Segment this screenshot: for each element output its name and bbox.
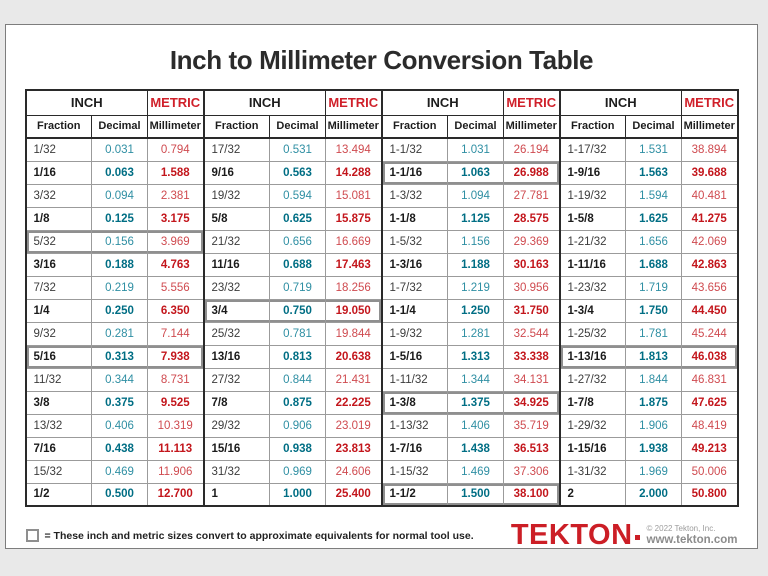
cell-fraction: 1-11/16 bbox=[560, 253, 626, 276]
cell-mm: 45.244 bbox=[682, 322, 738, 345]
cell-decimal: 1.594 bbox=[626, 184, 682, 207]
cell-mm: 15.875 bbox=[326, 207, 382, 230]
cell-mm: 13.494 bbox=[326, 138, 382, 161]
cell-decimal: 1.406 bbox=[448, 414, 504, 437]
cell-mm: 22.225 bbox=[326, 391, 382, 414]
cell-decimal: 1.750 bbox=[626, 299, 682, 322]
cell-mm: 36.513 bbox=[504, 437, 560, 460]
cell-fraction: 7/8 bbox=[204, 391, 270, 414]
cell-fraction: 1-19/32 bbox=[560, 184, 626, 207]
cell-decimal: 0.969 bbox=[270, 460, 326, 483]
cell-decimal: 0.719 bbox=[270, 276, 326, 299]
cell-mm: 48.419 bbox=[682, 414, 738, 437]
cell-decimal: 1.969 bbox=[626, 460, 682, 483]
cell-fraction: 5/16 bbox=[26, 345, 92, 368]
cell-fraction: 7/32 bbox=[26, 276, 92, 299]
cell-mm: 38.100 bbox=[504, 483, 560, 506]
cell-decimal: 1.719 bbox=[626, 276, 682, 299]
table-row bbox=[26, 184, 738, 207]
cell-fraction: 21/32 bbox=[204, 230, 270, 253]
cell-mm: 39.688 bbox=[682, 161, 738, 184]
cell-mm: 41.275 bbox=[682, 207, 738, 230]
cell-fraction: 1-11/32 bbox=[382, 368, 448, 391]
cell-decimal: 1.000 bbox=[270, 483, 326, 506]
cell-fraction: 13/32 bbox=[26, 414, 92, 437]
cell-fraction: 1-1/4 bbox=[382, 299, 448, 322]
cell-mm: 11.906 bbox=[148, 460, 204, 483]
cell-fraction: 1/4 bbox=[26, 299, 92, 322]
brand-meta bbox=[647, 523, 738, 548]
table-row bbox=[26, 322, 738, 345]
cell-fraction: 1-5/8 bbox=[560, 207, 626, 230]
cell-decimal: 0.313 bbox=[92, 345, 148, 368]
cell-fraction: 1-3/16 bbox=[382, 253, 448, 276]
table-row bbox=[26, 483, 738, 506]
cell-fraction: 1-21/32 bbox=[560, 230, 626, 253]
cell-mm: 16.669 bbox=[326, 230, 382, 253]
cell-mm: 21.431 bbox=[326, 368, 382, 391]
cell-fraction: 1-3/32 bbox=[382, 184, 448, 207]
cell-decimal: 0.688 bbox=[270, 253, 326, 276]
cell-mm: 30.163 bbox=[504, 253, 560, 276]
cell-fraction: 1-7/8 bbox=[560, 391, 626, 414]
cell-fraction: 1 bbox=[204, 483, 270, 506]
cell-decimal: 0.750 bbox=[270, 299, 326, 322]
cell-decimal: 0.906 bbox=[270, 414, 326, 437]
cell-fraction: 1-1/8 bbox=[382, 207, 448, 230]
subheader-decimal: Decimal bbox=[92, 115, 148, 138]
cell-decimal: 0.625 bbox=[270, 207, 326, 230]
cell-fraction: 1-7/16 bbox=[382, 437, 448, 460]
cell-mm: 29.369 bbox=[504, 230, 560, 253]
subheader-row bbox=[26, 115, 738, 138]
table-row bbox=[26, 161, 738, 184]
cell-fraction: 9/32 bbox=[26, 322, 92, 345]
cell-fraction: 1-17/32 bbox=[560, 138, 626, 161]
cell-fraction: 11/16 bbox=[204, 253, 270, 276]
cell-decimal: 0.344 bbox=[92, 368, 148, 391]
cell-mm: 11.113 bbox=[148, 437, 204, 460]
conversion-chart-page bbox=[5, 24, 758, 549]
tekton-logo: TEKTON bbox=[510, 519, 633, 551]
cell-mm: 20.638 bbox=[326, 345, 382, 368]
cell-decimal: 1.500 bbox=[448, 483, 504, 506]
cell-fraction: 15/16 bbox=[204, 437, 270, 460]
cell-decimal: 0.250 bbox=[92, 299, 148, 322]
cell-decimal: 1.438 bbox=[448, 437, 504, 460]
cell-mm: 12.700 bbox=[148, 483, 204, 506]
brand-block bbox=[511, 521, 738, 550]
cell-fraction: 1-1/32 bbox=[382, 138, 448, 161]
highlight-box-icon bbox=[26, 529, 39, 542]
cell-decimal: 0.063 bbox=[92, 161, 148, 184]
cell-fraction: 3/4 bbox=[204, 299, 270, 322]
cell-mm: 7.144 bbox=[148, 322, 204, 345]
subheader-decimal: Decimal bbox=[448, 115, 504, 138]
cell-fraction: 1-5/16 bbox=[382, 345, 448, 368]
cell-decimal: 0.125 bbox=[92, 207, 148, 230]
cell-mm: 28.575 bbox=[504, 207, 560, 230]
cell-fraction: 31/32 bbox=[204, 460, 270, 483]
cell-fraction: 1-9/32 bbox=[382, 322, 448, 345]
col-header-metric: METRIC bbox=[504, 90, 560, 115]
cell-decimal: 1.844 bbox=[626, 368, 682, 391]
cell-mm: 50.006 bbox=[682, 460, 738, 483]
cell-mm: 19.844 bbox=[326, 322, 382, 345]
cell-fraction: 27/32 bbox=[204, 368, 270, 391]
table-row bbox=[26, 207, 738, 230]
cell-mm: 3.175 bbox=[148, 207, 204, 230]
cell-decimal: 1.281 bbox=[448, 322, 504, 345]
cell-fraction: 1-1/2 bbox=[382, 483, 448, 506]
cell-decimal: 0.219 bbox=[92, 276, 148, 299]
cell-mm: 1.588 bbox=[148, 161, 204, 184]
cell-fraction: 1-25/32 bbox=[560, 322, 626, 345]
col-header-inch: INCH bbox=[26, 90, 148, 115]
cell-fraction: 1-29/32 bbox=[560, 414, 626, 437]
cell-mm: 14.288 bbox=[326, 161, 382, 184]
subheader-fraction: Fraction bbox=[204, 115, 270, 138]
cell-mm: 9.525 bbox=[148, 391, 204, 414]
cell-decimal: 1.469 bbox=[448, 460, 504, 483]
cell-decimal: 0.500 bbox=[92, 483, 148, 506]
cell-decimal: 1.531 bbox=[626, 138, 682, 161]
cell-mm: 31.750 bbox=[504, 299, 560, 322]
cell-fraction: 1-5/32 bbox=[382, 230, 448, 253]
cell-decimal: 1.344 bbox=[448, 368, 504, 391]
cell-mm: 25.400 bbox=[326, 483, 382, 506]
cell-decimal: 0.563 bbox=[270, 161, 326, 184]
table-row bbox=[26, 299, 738, 322]
cell-decimal: 0.781 bbox=[270, 322, 326, 345]
cell-decimal: 1.063 bbox=[448, 161, 504, 184]
cell-decimal: 1.938 bbox=[626, 437, 682, 460]
cell-mm: 18.256 bbox=[326, 276, 382, 299]
cell-decimal: 1.656 bbox=[626, 230, 682, 253]
cell-fraction: 9/16 bbox=[204, 161, 270, 184]
cell-mm: 32.544 bbox=[504, 322, 560, 345]
page-title: Inch to Millimeter Conversion Table bbox=[169, 45, 594, 75]
cell-decimal: 0.469 bbox=[92, 460, 148, 483]
page-footer bbox=[26, 521, 738, 550]
cell-mm: 6.350 bbox=[148, 299, 204, 322]
subheader-fraction: Fraction bbox=[26, 115, 92, 138]
cell-fraction: 1-1/16 bbox=[382, 161, 448, 184]
cell-mm: 26.988 bbox=[504, 161, 560, 184]
col-header-metric: METRIC bbox=[682, 90, 738, 115]
cell-decimal: 2.000 bbox=[626, 483, 682, 506]
cell-mm: 33.338 bbox=[504, 345, 560, 368]
cell-mm: 37.306 bbox=[504, 460, 560, 483]
cell-decimal: 1.563 bbox=[626, 161, 682, 184]
cell-mm: 27.781 bbox=[504, 184, 560, 207]
cell-mm: 46.831 bbox=[682, 368, 738, 391]
cell-decimal: 1.625 bbox=[626, 207, 682, 230]
cell-mm: 3.969 bbox=[148, 230, 204, 253]
cell-mm: 26.194 bbox=[504, 138, 560, 161]
table-row bbox=[26, 345, 738, 368]
cell-mm: 49.213 bbox=[682, 437, 738, 460]
cell-mm: 17.463 bbox=[326, 253, 382, 276]
table-row bbox=[26, 276, 738, 299]
cell-fraction: 3/8 bbox=[26, 391, 92, 414]
subheader-fraction: Fraction bbox=[560, 115, 626, 138]
cell-fraction: 3/32 bbox=[26, 184, 92, 207]
cell-mm: 0.794 bbox=[148, 138, 204, 161]
subheader-decimal: Decimal bbox=[270, 115, 326, 138]
cell-decimal: 1.125 bbox=[448, 207, 504, 230]
cell-decimal: 0.438 bbox=[92, 437, 148, 460]
cell-decimal: 1.156 bbox=[448, 230, 504, 253]
table-row bbox=[26, 460, 738, 483]
cell-fraction: 1-7/32 bbox=[382, 276, 448, 299]
cell-decimal: 1.781 bbox=[626, 322, 682, 345]
conversion-table-body bbox=[26, 138, 738, 506]
cell-fraction: 11/32 bbox=[26, 368, 92, 391]
cell-fraction: 23/32 bbox=[204, 276, 270, 299]
group-header-row bbox=[26, 90, 738, 115]
cell-mm: 44.450 bbox=[682, 299, 738, 322]
cell-fraction: 7/16 bbox=[26, 437, 92, 460]
cell-mm: 19.050 bbox=[326, 299, 382, 322]
cell-mm: 4.763 bbox=[148, 253, 204, 276]
cell-fraction: 1-3/4 bbox=[560, 299, 626, 322]
cell-decimal: 1.219 bbox=[448, 276, 504, 299]
cell-fraction: 19/32 bbox=[204, 184, 270, 207]
cell-mm: 35.719 bbox=[504, 414, 560, 437]
cell-mm: 47.625 bbox=[682, 391, 738, 414]
col-header-inch: INCH bbox=[382, 90, 504, 115]
cell-fraction: 1/16 bbox=[26, 161, 92, 184]
cell-mm: 7.938 bbox=[148, 345, 204, 368]
cell-decimal: 0.375 bbox=[92, 391, 148, 414]
cell-decimal: 1.188 bbox=[448, 253, 504, 276]
cell-decimal: 1.906 bbox=[626, 414, 682, 437]
cell-decimal: 1.688 bbox=[626, 253, 682, 276]
cell-decimal: 0.188 bbox=[92, 253, 148, 276]
cell-fraction: 1/2 bbox=[26, 483, 92, 506]
cell-fraction: 1-27/32 bbox=[560, 368, 626, 391]
subheader-decimal: Decimal bbox=[626, 115, 682, 138]
cell-decimal: 1.375 bbox=[448, 391, 504, 414]
cell-decimal: 1.094 bbox=[448, 184, 504, 207]
cell-decimal: 0.844 bbox=[270, 368, 326, 391]
legend-text: = These inch and metric sizes convert to approximate equivalents for normal tool use. bbox=[44, 529, 474, 542]
cell-fraction: 1/32 bbox=[26, 138, 92, 161]
subheader-millimeter: Millimeter bbox=[148, 115, 204, 138]
cell-fraction: 1-15/32 bbox=[382, 460, 448, 483]
cell-mm: 30.956 bbox=[504, 276, 560, 299]
cell-fraction: 1-15/16 bbox=[560, 437, 626, 460]
col-header-inch: INCH bbox=[560, 90, 682, 115]
cell-fraction: 1-23/32 bbox=[560, 276, 626, 299]
cell-mm: 38.894 bbox=[682, 138, 738, 161]
cell-mm: 10.319 bbox=[148, 414, 204, 437]
cell-mm: 34.925 bbox=[504, 391, 560, 414]
cell-fraction: 5/32 bbox=[26, 230, 92, 253]
table-row bbox=[26, 368, 738, 391]
cell-decimal: 0.875 bbox=[270, 391, 326, 414]
cell-fraction: 15/32 bbox=[26, 460, 92, 483]
subheader-millimeter: Millimeter bbox=[682, 115, 738, 138]
table-row bbox=[26, 391, 738, 414]
cell-decimal: 1.313 bbox=[448, 345, 504, 368]
table-row bbox=[26, 437, 738, 460]
cell-decimal: 1.813 bbox=[626, 345, 682, 368]
cell-fraction: 1-9/16 bbox=[560, 161, 626, 184]
cell-fraction: 3/16 bbox=[26, 253, 92, 276]
website-text: www.tekton.com bbox=[646, 534, 738, 547]
cell-mm: 46.038 bbox=[682, 345, 738, 368]
cell-decimal: 1.875 bbox=[626, 391, 682, 414]
cell-fraction: 1-13/32 bbox=[382, 414, 448, 437]
cell-fraction: 1/8 bbox=[26, 207, 92, 230]
table-row bbox=[26, 253, 738, 276]
table-row bbox=[26, 414, 738, 437]
table-header bbox=[26, 90, 738, 138]
col-header-metric: METRIC bbox=[326, 90, 382, 115]
cell-mm: 24.606 bbox=[326, 460, 382, 483]
table-row bbox=[26, 138, 738, 161]
cell-mm: 42.863 bbox=[682, 253, 738, 276]
col-header-inch: INCH bbox=[204, 90, 326, 115]
cell-mm: 42.069 bbox=[682, 230, 738, 253]
cell-fraction: 13/16 bbox=[204, 345, 270, 368]
cell-fraction: 25/32 bbox=[204, 322, 270, 345]
cell-mm: 43.656 bbox=[682, 276, 738, 299]
conversion-table bbox=[25, 89, 739, 507]
cell-decimal: 0.406 bbox=[92, 414, 148, 437]
cell-mm: 23.019 bbox=[326, 414, 382, 437]
cell-fraction: 1-3/8 bbox=[382, 391, 448, 414]
cell-fraction: 29/32 bbox=[204, 414, 270, 437]
col-header-metric: METRIC bbox=[148, 90, 204, 115]
cell-decimal: 0.938 bbox=[270, 437, 326, 460]
cell-decimal: 0.156 bbox=[92, 230, 148, 253]
legend bbox=[26, 529, 474, 542]
copyright-text: © 2022 Tekton, Inc. bbox=[646, 524, 716, 533]
cell-decimal: 0.531 bbox=[270, 138, 326, 161]
cell-decimal: 0.094 bbox=[92, 184, 148, 207]
cell-decimal: 0.813 bbox=[270, 345, 326, 368]
cell-mm: 8.731 bbox=[148, 368, 204, 391]
cell-decimal: 0.594 bbox=[270, 184, 326, 207]
cell-fraction: 1-31/32 bbox=[560, 460, 626, 483]
cell-mm: 23.813 bbox=[326, 437, 382, 460]
cell-mm: 5.556 bbox=[148, 276, 204, 299]
subheader-fraction: Fraction bbox=[382, 115, 448, 138]
logo-dot-icon bbox=[635, 535, 640, 540]
cell-mm: 2.381 bbox=[148, 184, 204, 207]
cell-decimal: 0.656 bbox=[270, 230, 326, 253]
cell-decimal: 0.031 bbox=[92, 138, 148, 161]
cell-decimal: 1.250 bbox=[448, 299, 504, 322]
table-row bbox=[26, 230, 738, 253]
cell-mm: 15.081 bbox=[326, 184, 382, 207]
cell-decimal: 1.031 bbox=[448, 138, 504, 161]
subheader-millimeter: Millimeter bbox=[326, 115, 382, 138]
cell-fraction: 17/32 bbox=[204, 138, 270, 161]
cell-decimal: 0.281 bbox=[92, 322, 148, 345]
cell-mm: 34.131 bbox=[504, 368, 560, 391]
subheader-millimeter: Millimeter bbox=[504, 115, 560, 138]
cell-mm: 40.481 bbox=[682, 184, 738, 207]
cell-mm: 50.800 bbox=[682, 483, 738, 506]
cell-fraction: 1-13/16 bbox=[560, 345, 626, 368]
cell-fraction: 2 bbox=[560, 483, 626, 506]
cell-fraction: 5/8 bbox=[204, 207, 270, 230]
